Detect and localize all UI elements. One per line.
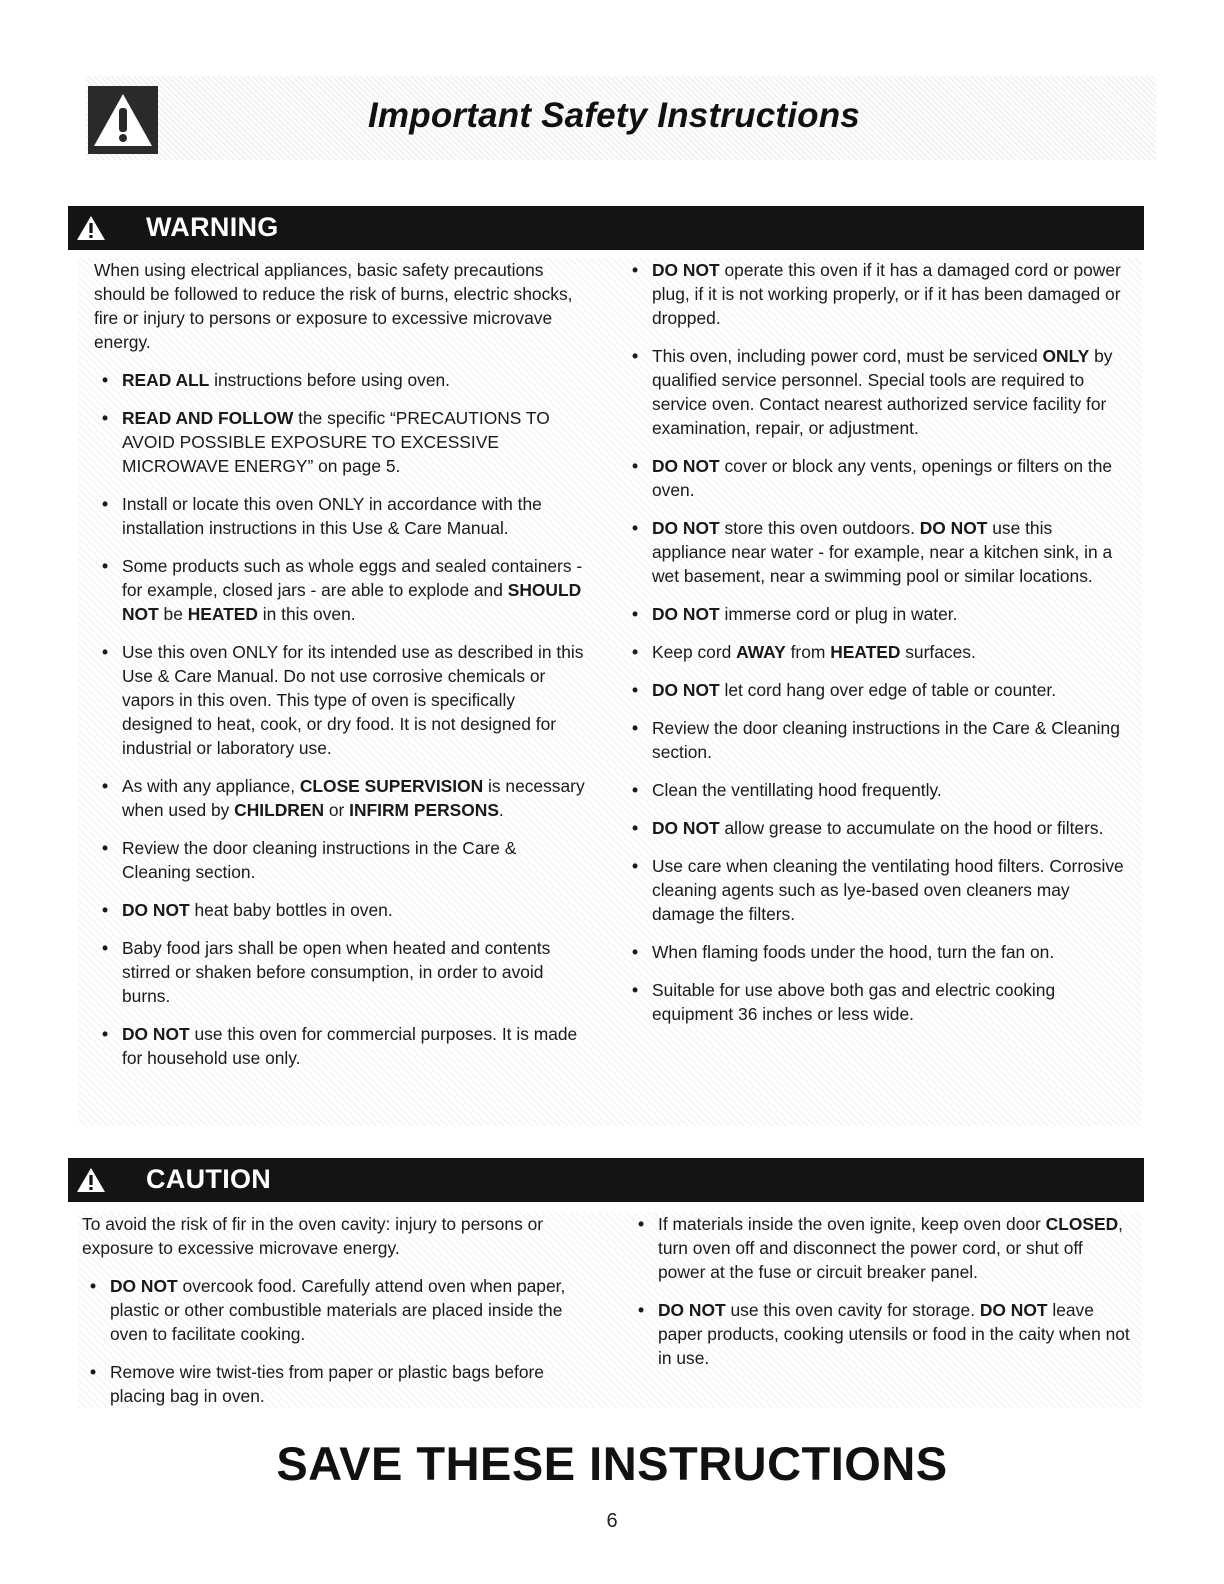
warning-item: • When flaming foods under the hood, turn the fan on. xyxy=(632,942,1055,962)
bullet-icon: • xyxy=(632,604,639,624)
save-instructions-heading: SAVE THESE INSTRUCTIONS xyxy=(276,1437,948,1490)
emphasis-text: AWAY xyxy=(736,642,786,662)
warning-panel xyxy=(78,258,1142,1126)
emphasis-text: DO NOT xyxy=(652,680,720,700)
bullet-icon: • xyxy=(90,1362,97,1382)
emphasis-text: DO NOT xyxy=(979,1300,1048,1320)
warning-item: • As with any appliance, CLOSE SUPERVISION is necessary when used by CHILDREN or INFIRM PERSONS. xyxy=(102,776,585,820)
emphasis-text: DO NOT xyxy=(652,604,720,624)
bullet-icon: • xyxy=(632,456,639,476)
warning-item: • DO NOT use this oven for commercial purposes. It is made for household use only. xyxy=(102,1024,578,1068)
emphasis-text: DO NOT xyxy=(122,900,190,920)
emphasis-text: READ AND FOLLOW xyxy=(122,408,294,428)
emphasis-text: CLOSED xyxy=(1045,1214,1119,1234)
warning-intro: When using electrical appliances, basic safety precautions should be followed to reduce the risk of burns, electric shocks, fire or injury to persons or exposure to excessive microvave energy. xyxy=(94,260,573,352)
warning-item: • Keep cord AWAY from HEATED surfaces. xyxy=(632,642,976,662)
warning-item: • Install or locate this oven ONLY in accordance with the installation instructions in this Use & Care Manual. xyxy=(102,494,542,538)
emphasis-text: READ ALL xyxy=(122,370,210,390)
emphasis-text: CLOSE SUPERVISION xyxy=(299,776,484,796)
page-title: Important Safety Instructions xyxy=(368,96,860,135)
bullet-icon: • xyxy=(102,900,109,920)
caution-item: • Remove wire twist-ties from paper or plastic bags before placing bag in oven. xyxy=(90,1362,544,1406)
caution-item: • DO NOT overcook food. Carefully attend oven when paper, plastic or other combustible materials are placed inside the oven to facilitate cooking. xyxy=(90,1276,566,1344)
caution-right-column xyxy=(630,1212,1130,1384)
emphasis-text: SHOULD NOT xyxy=(122,580,582,624)
bullet-icon: • xyxy=(638,1300,645,1320)
bullet-icon: • xyxy=(632,942,639,962)
emphasis-text: DO NOT xyxy=(652,818,720,838)
warning-item: • Baby food jars shall be open when heated and contents stirred or shaken before consumption, in order to avoid burns. xyxy=(102,938,551,1006)
caution-panel xyxy=(78,1212,1142,1408)
caution-item: • DO NOT use this oven cavity for storage. DO NOT leave paper products, cooking utensils or food in the caity when not in use. xyxy=(638,1300,1130,1368)
warning-item: • Review the door cleaning instructions in the Care & Cleaning section. xyxy=(632,718,1120,762)
emphasis-text: DO NOT xyxy=(652,456,720,476)
caution-left-column xyxy=(82,1212,582,1422)
bullet-icon: • xyxy=(102,1024,109,1044)
warning-banner xyxy=(68,206,1144,250)
warning-right-column xyxy=(624,258,1124,1040)
warning-item: • READ AND FOLLOW the specific “PRECAUTIONS TO AVOID POSSIBLE EXPOSURE TO EXCESSIVE MICROWAVE ENERGY” on page 5. xyxy=(102,408,550,476)
warning-item: • DO NOT cover or block any vents, openings or filters on the oven. xyxy=(632,456,1113,500)
bullet-icon: • xyxy=(102,494,109,514)
bullet-icon: • xyxy=(632,518,639,538)
emphasis-text: CHILDREN xyxy=(234,800,325,820)
bullet-icon: • xyxy=(632,718,639,738)
warning-item: • This oven, including power cord, must be serviced ONLY by qualified service personnel. Special tools are required to service oven. Contact nearest authorized service facility for examination, repair, or adjustment. xyxy=(632,346,1113,438)
warning-item: • Use this oven ONLY for its intended use as described in this Use & Care Manual. Do not use corrosive chemicals or vapors in this oven. This type of oven is specifically designed to heat, cook, or dry food. It is not designed for industrial or laboratory use. xyxy=(102,642,584,758)
page-number: 6 xyxy=(606,1510,618,1532)
warning-item: • Clean the ventillating hood frequently. xyxy=(632,780,942,800)
bullet-icon: • xyxy=(632,260,639,280)
warning-item: • Use care when cleaning the ventilating hood filters. Corrosive cleaning agents such as lye-based oven cleaners may damage the filters. xyxy=(632,856,1124,924)
emphasis-text: HEATED xyxy=(830,642,901,662)
bullet-icon: • xyxy=(102,370,109,390)
bullet-icon: • xyxy=(632,642,639,662)
warning-exclamation-icon xyxy=(88,86,158,154)
bullet-icon: • xyxy=(102,642,109,662)
emphasis-text: DO NOT xyxy=(110,1276,178,1296)
caution-banner xyxy=(68,1158,1144,1202)
warning-item: • DO NOT heat baby bottles in oven. xyxy=(102,900,393,920)
emphasis-text: ONLY xyxy=(1042,346,1090,366)
bullet-icon: • xyxy=(632,856,639,876)
page-header xyxy=(86,76,1156,160)
emphasis-text: INFIRM PERSONS xyxy=(349,800,499,820)
emphasis-text: DO NOT xyxy=(652,260,720,280)
warning-label: WARNING xyxy=(146,212,279,242)
bullet-icon: • xyxy=(102,938,109,958)
warning-item: • DO NOT let cord hang over edge of table or counter. xyxy=(632,680,1057,700)
emphasis-text: DO NOT xyxy=(652,518,720,538)
alert-triangle-icon xyxy=(76,1167,106,1193)
bullet-icon: • xyxy=(632,818,639,838)
bullet-icon: • xyxy=(90,1276,97,1296)
bullet-icon: • xyxy=(102,776,109,796)
bullet-icon: • xyxy=(632,346,639,366)
warning-left-column xyxy=(94,258,588,1084)
bullet-icon: • xyxy=(632,680,639,700)
warning-item: • READ ALL instructions before using oven. xyxy=(102,370,450,390)
warning-item: • DO NOT operate this oven if it has a damaged cord or power plug, if it is not working properly, or if it has been damaged or dropped. xyxy=(632,260,1121,328)
bullet-icon: • xyxy=(632,980,639,1000)
bullet-icon: • xyxy=(102,408,109,428)
warning-item: • Review the door cleaning instructions in the Care & Cleaning section. xyxy=(102,838,517,882)
emphasis-text: DO NOT xyxy=(122,1024,190,1044)
warning-item: • Some products such as whole eggs and sealed containers - for example, closed jars - are able to explode and SHOULD NOT be HEATED in this oven. xyxy=(102,556,583,624)
warning-item: • DO NOT store this oven outdoors. DO NOT use this appliance near water - for example, near a kitchen sink, in a wet basement, near a swimming pool or similar locations. xyxy=(632,518,1113,586)
emphasis-text: HEATED xyxy=(187,604,258,624)
caution-intro: To avoid the risk of fir in the oven cavity: injury to persons or exposure to excessive microvave energy. xyxy=(82,1214,544,1258)
caution-item: • If materials inside the oven ignite, keep oven door CLOSED, turn oven off and disconnect the power cord, or shut off power at the fuse or circuit breaker panel. xyxy=(638,1214,1123,1282)
emphasis-text: DO NOT xyxy=(658,1300,726,1320)
warning-item: • DO NOT immerse cord or plug in water. xyxy=(632,604,958,624)
emphasis-text: DO NOT xyxy=(919,518,988,538)
warning-item: • DO NOT allow grease to accumulate on the hood or filters. xyxy=(632,818,1104,838)
alert-triangle-icon xyxy=(76,215,106,241)
bullet-icon: • xyxy=(102,838,109,858)
bullet-icon: • xyxy=(102,556,109,576)
warning-item: • Suitable for use above both gas and electric cooking equipment 36 inches or less wide. xyxy=(632,980,1056,1024)
caution-label: CAUTION xyxy=(146,1164,272,1194)
bullet-icon: • xyxy=(632,780,639,800)
bullet-icon: • xyxy=(638,1214,645,1234)
